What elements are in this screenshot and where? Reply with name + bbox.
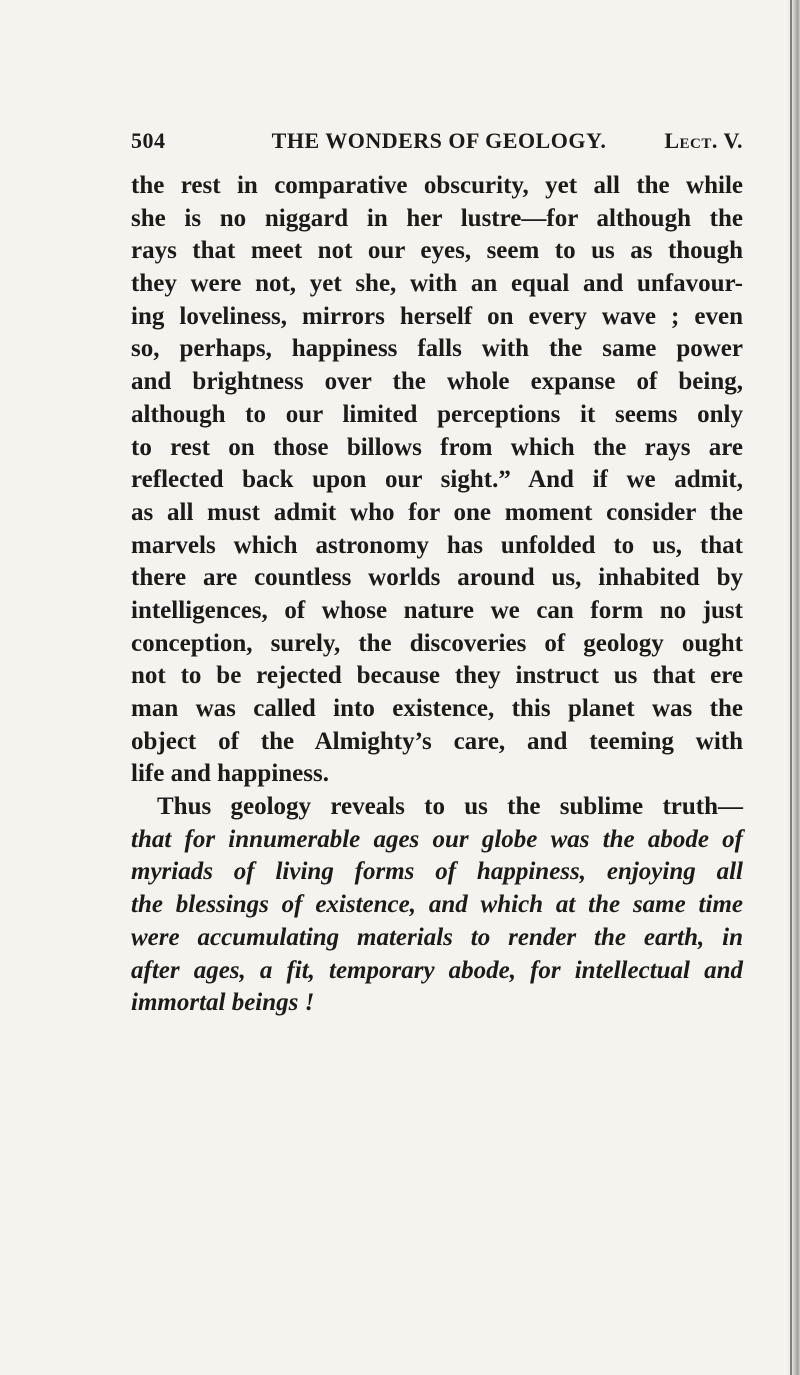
emphasized-line: after ages, a fit, temporary abode, for intellectual and bbox=[131, 956, 743, 984]
text-line: conception, surely, the discoveries of geology ought bbox=[131, 629, 743, 657]
emphasized-line: the blessings of existence, and which at the same time bbox=[131, 891, 743, 919]
text-line: there are countless worlds around us, inhabited by bbox=[131, 564, 743, 592]
text-line: she is no niggard in her lustre—for although the bbox=[131, 204, 743, 232]
text-line: man was called into existence, this planet was the bbox=[131, 695, 743, 722]
text-line: to rest on those billows from which the rays are bbox=[131, 433, 743, 461]
paragraph-1 bbox=[131, 170, 743, 791]
text-line: not to be rejected because they instruct us that ere bbox=[131, 662, 743, 690]
running-header bbox=[131, 128, 743, 158]
lecture-reference: Lect. V. bbox=[664, 128, 743, 153]
page-gutter-edge bbox=[790, 0, 792, 1375]
text-line: as all must admit who for one moment consider the bbox=[131, 498, 743, 526]
body-text bbox=[131, 170, 743, 1020]
emphasized-line: were accumulating materials to render the earth, in bbox=[131, 923, 743, 951]
text-line: although to our limited perceptions it seems only bbox=[131, 400, 743, 428]
text-line: so, perhaps, happiness falls with the same power bbox=[131, 335, 743, 363]
paragraph-2 bbox=[131, 791, 743, 1020]
text-line: object of the Almighty’s care, and teeming with bbox=[131, 727, 743, 755]
emphasized-line: that for innumerable ages our globe was the abode of bbox=[131, 825, 743, 853]
page-gutter-shadow bbox=[786, 0, 800, 1375]
text-line: rays that meet not our eyes, seem to us as though bbox=[131, 237, 743, 265]
text-line: marvels which astronomy has unfolded to us, that bbox=[131, 531, 743, 559]
emphasized-line: immortal beings ! bbox=[131, 989, 315, 1017]
text-line: reflected back upon our sight.” And if we admit, bbox=[131, 466, 743, 494]
text-line: the rest in comparative obscurity, yet all the while bbox=[131, 172, 743, 199]
text-line: and brightness over the whole expanse of being, bbox=[131, 368, 743, 396]
text-line: Thus geology reveals to us the sublime truth— bbox=[157, 793, 743, 821]
text-line: they were not, yet she, with an equal and unfavour- bbox=[131, 270, 743, 298]
text-line: life and happiness. bbox=[131, 760, 329, 788]
text-line: intelligences, of whose nature we can form no just bbox=[131, 596, 743, 624]
text-line: ing loveliness, mirrors herself on every wave ; even bbox=[131, 302, 743, 330]
emphasized-line: myriads of living forms of happiness, enjoying all bbox=[131, 858, 743, 886]
running-title: THE WONDERS OF GEOLOGY. bbox=[271, 128, 607, 153]
page-number: 504 bbox=[131, 128, 166, 153]
